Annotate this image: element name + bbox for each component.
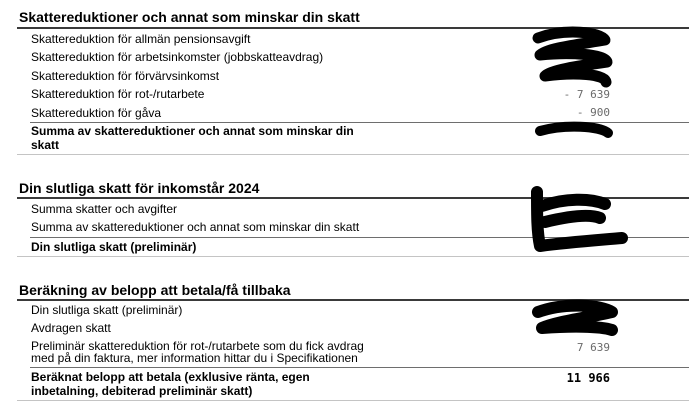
value-rot-rut: - 7 639 bbox=[563, 88, 610, 101]
row-label-summa-skatter: Summa skatter och avgifter bbox=[31, 202, 178, 216]
value-belopp-att-betala: 11 966 bbox=[566, 371, 610, 385]
row-label-avdragen-skatt: Avdragen skatt bbox=[31, 321, 111, 335]
total-label-belopp-line2: inbetalning, debiterad preliminär skatt) bbox=[31, 384, 253, 398]
row-label-preliminar-rot-line1: Preliminär skattereduktion för rot-/rutarbete som du fick avdrag bbox=[31, 339, 364, 353]
total-label-belopp-line1: Beräknat belopp att betala (exklusive ränta, egen bbox=[31, 370, 310, 384]
value-preliminar-rot: 7 639 bbox=[576, 341, 610, 354]
row-label-pensionsavgift: Skattereduktion för allmän pensionsavgift bbox=[31, 32, 251, 46]
row-label-rot-rut: Skattereduktion för rot-/rutarbete bbox=[31, 87, 205, 101]
section-title-skattereduktioner: Skattereduktioner och annat som minskar din skatt bbox=[19, 9, 360, 25]
total-label-slutliga-skatt: Din slutliga skatt (preliminär) bbox=[31, 240, 197, 254]
value-gava: - 900 bbox=[576, 106, 610, 119]
section-title-berakning: Beräkning av belopp att betala/få tillbaka bbox=[19, 282, 291, 298]
redaction-scribble-section1 bbox=[538, 32, 607, 82]
row-label-slutliga-skatt: Din slutliga skatt (preliminär) bbox=[31, 303, 183, 317]
redaction-scribble-section2 bbox=[537, 192, 622, 246]
redaction-scribble-section3 bbox=[538, 306, 612, 330]
row-label-gava: Skattereduktion för gåva bbox=[31, 106, 162, 120]
row-label-preliminar-rot-line2: med på din faktura, mer information hittar du i Specifikationen bbox=[31, 351, 358, 365]
row-label-summa-skattereduktioner: Summa av skattereduktioner och annat som minskar din skatt bbox=[31, 220, 360, 234]
total-label-skattereduktioner-line2: skatt bbox=[31, 138, 60, 152]
row-label-jobbskatteavdrag: Skattereduktion för arbetsinkomster (jobbskatteavdrag) bbox=[31, 50, 324, 64]
redaction-scribble-section1-total bbox=[540, 127, 608, 133]
row-label-forvarvsinkomst: Skattereduktion för förvärvsinkomst bbox=[31, 69, 220, 83]
total-label-skattereduktioner-line1: Summa av skattereduktioner och annat som minskar din bbox=[31, 124, 354, 138]
section-title-slutliga-skatt: Din slutliga skatt för inkomstår 2024 bbox=[19, 180, 260, 196]
